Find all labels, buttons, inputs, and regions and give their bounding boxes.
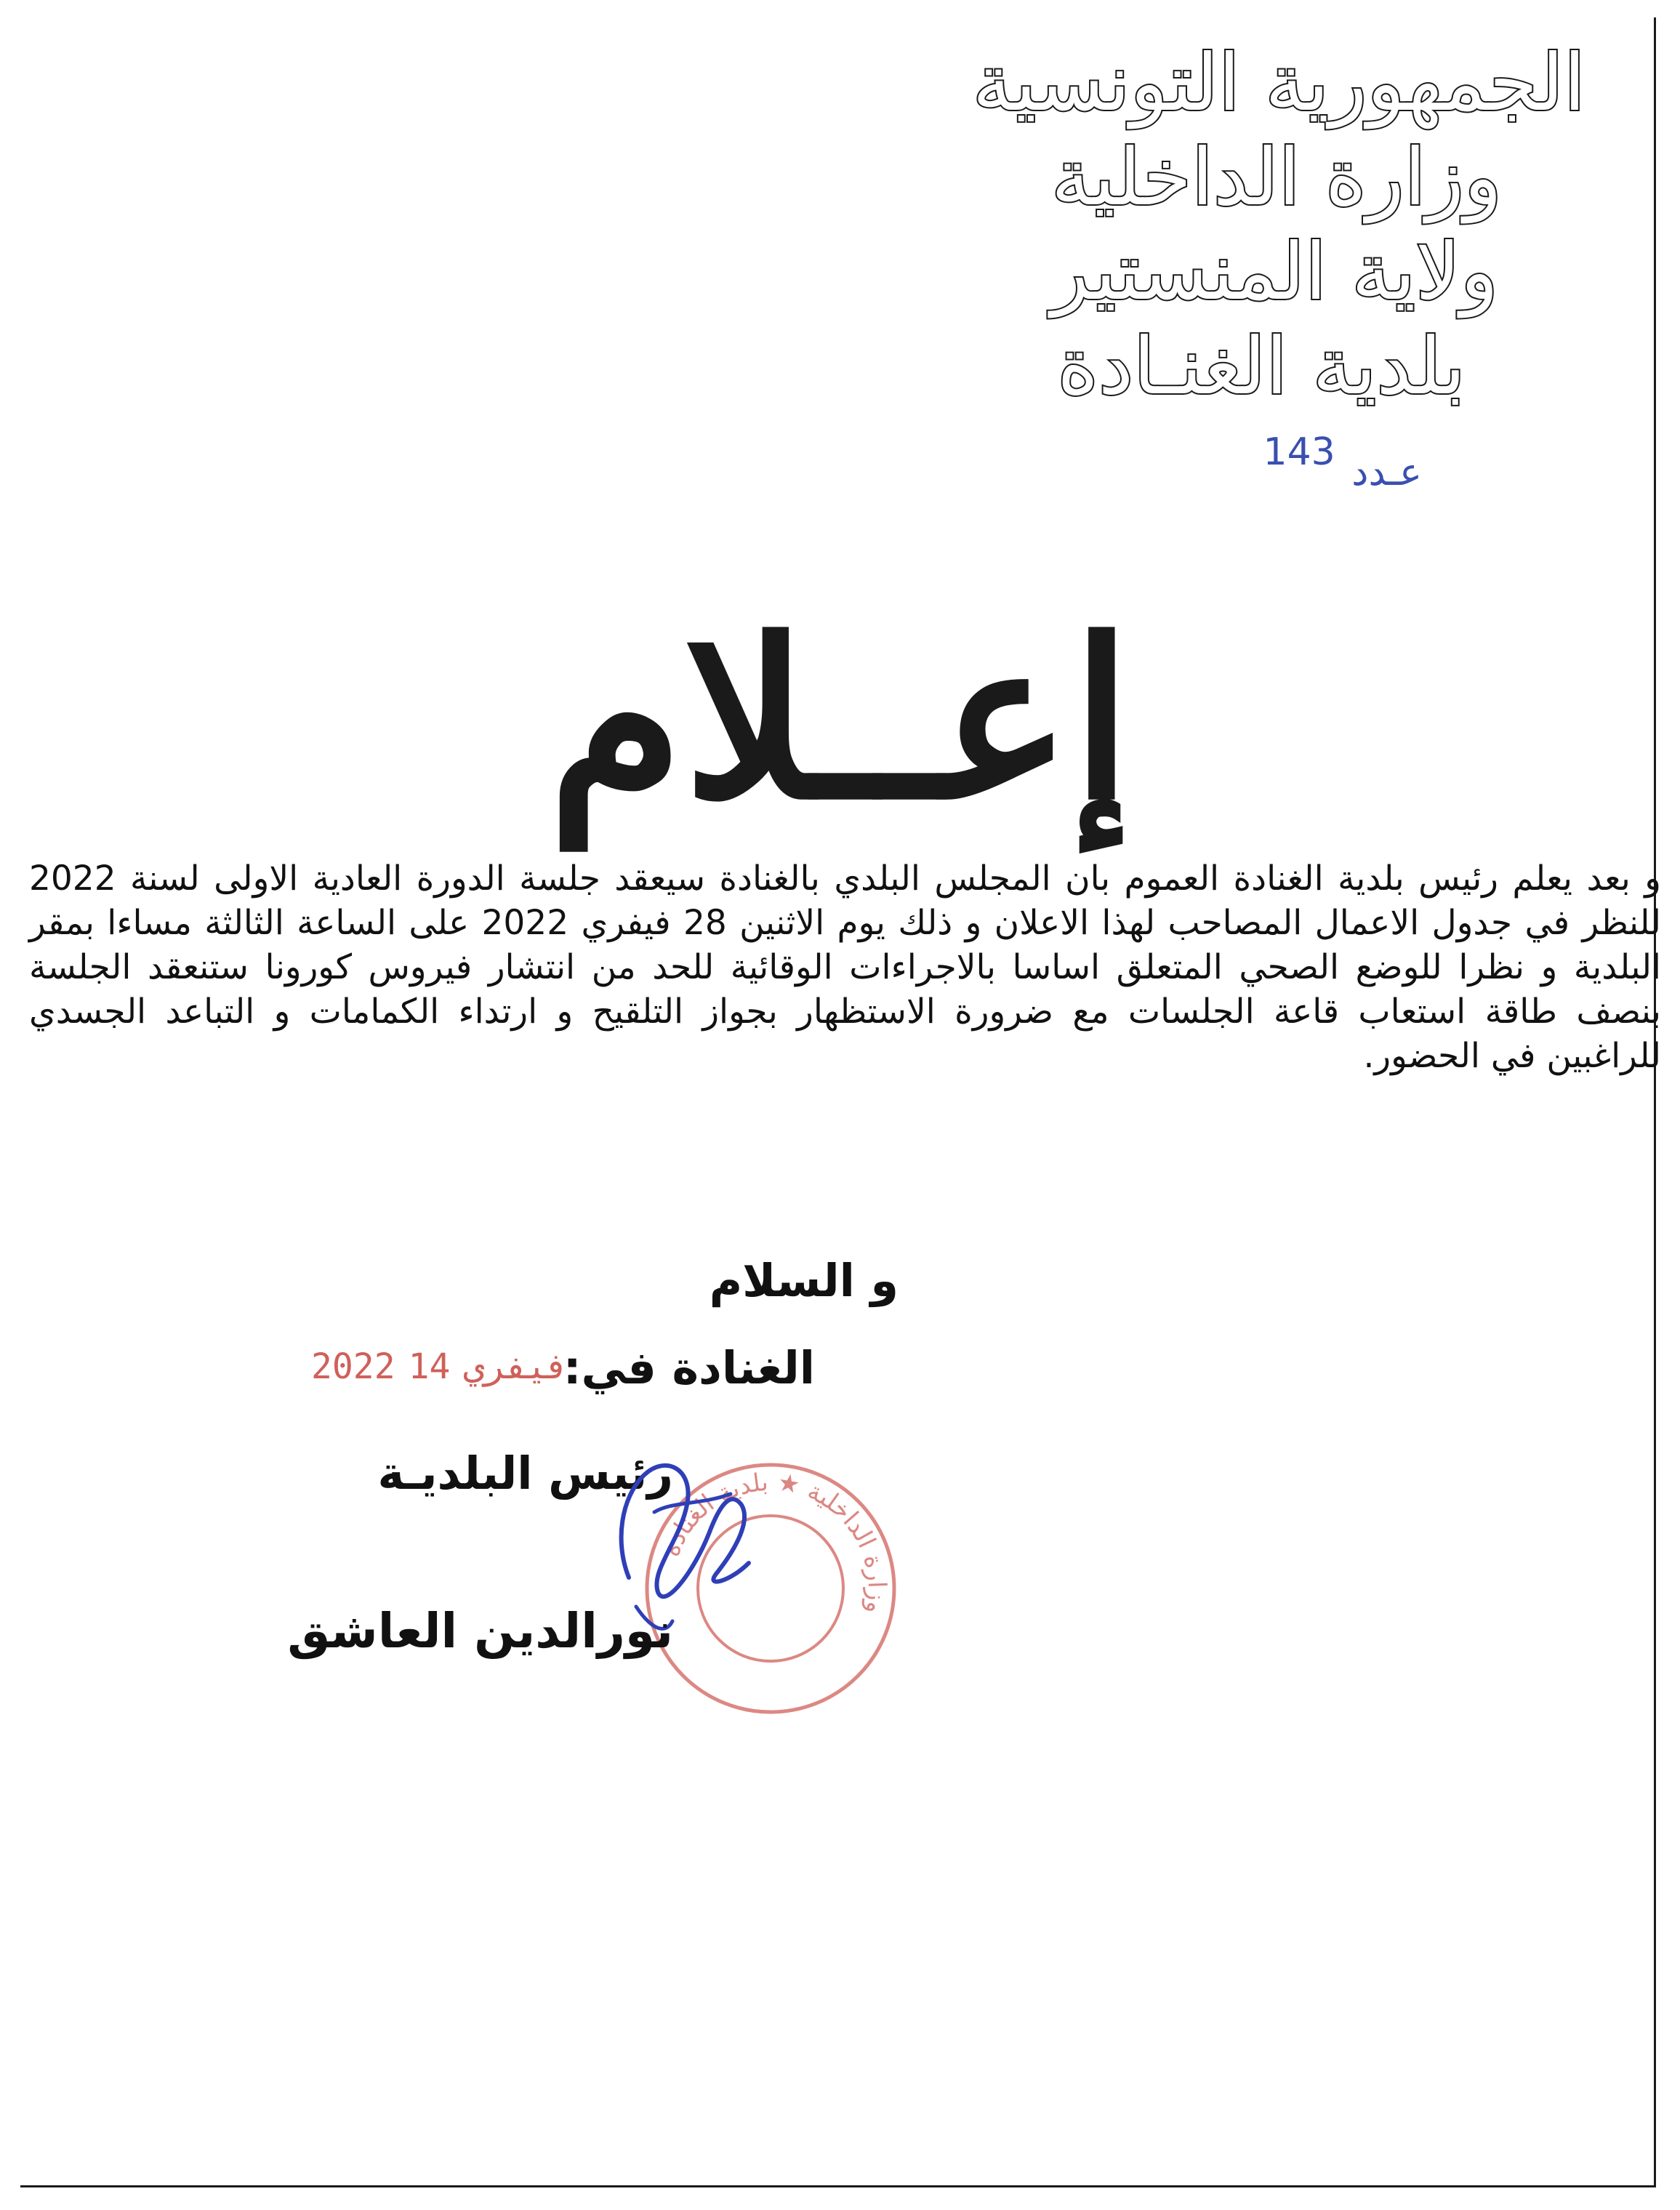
reference-value: 143 — [1263, 430, 1335, 474]
letterhead-ministry: وزارة الداخلية — [1051, 132, 1502, 223]
svg-text:وزارة الداخلية ★ بلدية الغنادة: وزارة الداخلية ★ بلدية الغنادة — [656, 1467, 892, 1617]
closing-greeting: و السلام — [709, 1254, 899, 1307]
date-stamp-day: 14 — [408, 1346, 451, 1387]
signer-title: رئيس البلديـة — [377, 1447, 673, 1500]
letterhead-governorate: ولاية المنستير — [1050, 227, 1498, 318]
letterhead — [786, 36, 1585, 414]
notice-title: إعــلام — [548, 591, 1132, 848]
reference-number — [1258, 430, 1422, 494]
place-date-label: الغنادة في: — [563, 1341, 815, 1394]
date-stamp-month: فيفري — [463, 1346, 568, 1387]
letterhead-republic: الجمهورية التونسية — [972, 38, 1585, 129]
signer-name: نورالدين العاشق — [287, 1603, 673, 1659]
date-stamp-year: 2022 — [311, 1346, 395, 1387]
reference-prefix: عـدد — [1351, 451, 1422, 494]
letterhead-municipality: بلدية الغنـادة — [1057, 321, 1466, 412]
date-stamp — [311, 1346, 582, 1387]
notice-body: و بعد يعلم رئيس بلدية الغنادة العموم بان المجلس البلدي بالغنادة سيعقد جلسة الدورة العادية الاولى لسنة 2022 للنظر في جدول الاعمال المصاحب لهذا الاعلان و ذلك يوم الاثنين 28 فيفري 2022 على الساعة الثالثة مساءا بمقر البلدية و نظرا للوضع الصحي المتعلق اساسا بالاجراءات الوقائية للحد من انتشار فيروس كورونا ستنعقد الجلسة بنصف طاقة استعاب قاعة الجلسات مع ضرورة الاستظهار بجواز التلقيح و ارتداء الكمامات و التباعد الجسدي للراغبين في الحضور. — [29, 859, 1661, 1076]
